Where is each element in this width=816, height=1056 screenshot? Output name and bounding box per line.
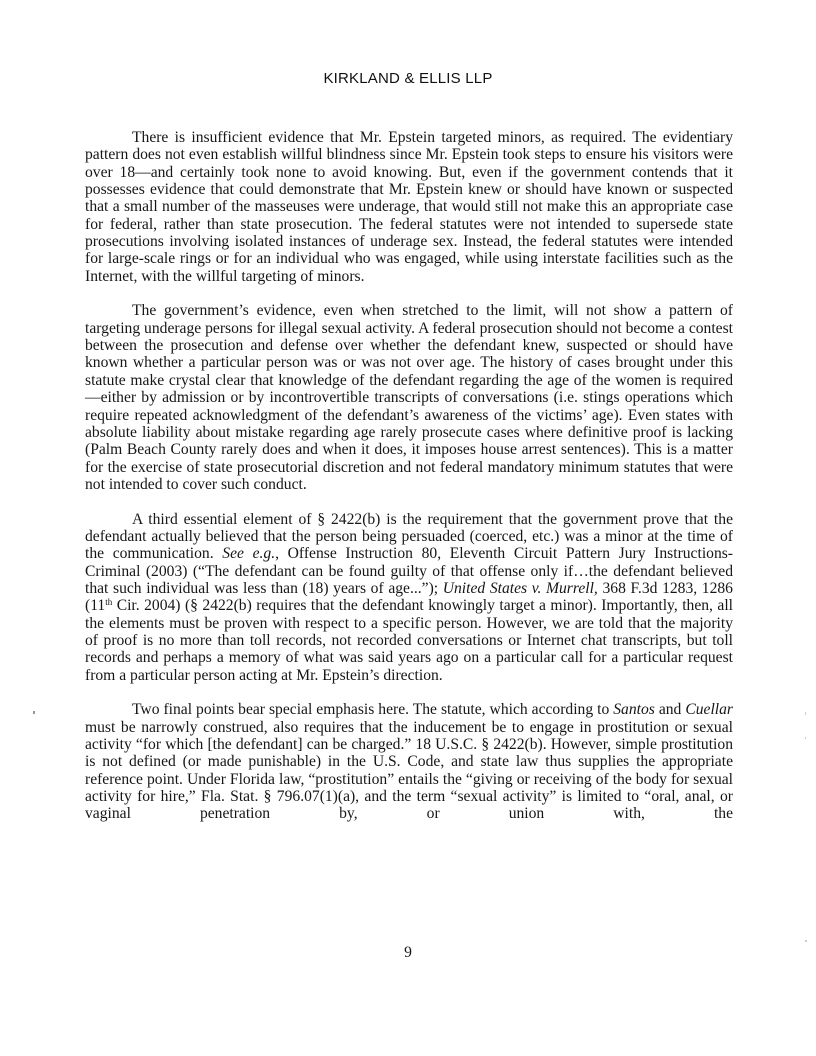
italic-citation: United States v. Murrell, [442,579,598,597]
scan-artifact [805,737,806,739]
paragraph-third-essential-element [85,511,733,684]
italic-citation: See e.g. [222,545,276,563]
paragraph-governments-evidence [85,302,733,493]
text-run: must be narrowly construed, also requires that the inducement be to engage in prostitution or sexual activity “for which [the defendant] can be charged.” 18 U.S.C. § 2422(b). However, simple prostitution is not defined (or made punishable) in the U.S. Code, and state law thus supplies the appropriate reference point. Under Florida law, “prostitution” entails the “giving or receiving of the body for sexual activity for hire,” Fla. Stat. § 796.07(1)(a), and the term “sexual activity” is limited to “oral, anal, or vaginal penetration by, or union with, the [85,718,733,823]
text-run: Two final points bear special emphasis here. The statute, which according to [132,701,614,719]
text-run: The government’s evidence, even when stretched to the limit, will not show a pattern of targeting underage persons for illegal sexual activity. A federal prosecution should not become a contest between the prosecution and defense over whether the defendant knew, suspected or should have known whether a particular person was or was not over age. The history of cases brought under this statute make crystal clear that knowledge of the defendant regarding the age of the women is required—either by admission or by incontrovertible transcripts of conversations (i.e. stings operations which require repeated acknowledgment of the defendant’s awareness of the victims’ age). Even states with absolute liability about mistake regarding age rarely prosecute cases where definitive proof is lacking (Palm Beach County rarely does and when it does, it imposes house arrest sentences). This is a matter for the exercise of state prosecutorial discretion and not federal mandatory minimum statutes that were not intended to cover such conduct. [85,302,733,493]
scan-artifact [805,712,806,715]
scan-artifact [33,711,35,714]
text-run: Cir. 2004) (§ 2422(b) requires that the defendant knowingly target a minor). Importantly, then, all the elements must be proven with respect to a specific person. However, we are told that the majority of proof is no more than toll records, not recorded conversations or Internet chat transcripts, but toll records and perhaps a memory of what was said years ago on a particular call for a particular request from a particular person acting at Mr. Epstein’s direction. [85,597,733,684]
page-number: 9 [404,944,412,961]
text-run: A third essential element of § 2422(b) is the requirement that the government prove that the defendant actually believed that the person being persuaded (coerced, etc.) was a minor at the time of the communication. [85,510,733,563]
text-run: and [654,701,686,719]
paragraph-two-final-points [85,701,733,822]
paragraph-insufficient-evidence [85,129,733,285]
italic-citation: Cuellar [685,701,733,719]
letterhead-firm-name: KIRKLAND & ELLIS LLP [323,70,493,87]
scan-artifact [805,940,807,942]
ordinal-superscript: th [105,597,113,608]
text-run: , Offense Instruction 80, Eleventh Circuit Pattern Jury Instructions-Criminal (2003) (“The defendant can be found guilty of that offense only if…the defendant believed that such individual was less than (18) years of age...”); [85,545,734,597]
document-body [85,129,733,823]
text-run: There is insufficient evidence that Mr. Epstein targeted minors, as required. The evidentiary pattern does not even establish willful blindness since Mr. Epstein took steps to ensure his visitors were over 18—and certainly took none to avoid knowing. But, even if the government contends that it possesses evidence that could demonstrate that Mr. Epstein knew or should have known or suspected that a small number of the masseuses were underage, that would still not make this an appropriate case for federal, rather than state prosecution. The federal statutes were not intended to supersede state prosecutions involving isolated instances of underage sex. Instead, the federal statutes were intended for large-scale rings or for an individual who was engaged, while using interstate facilities such as the Internet, with the willful targeting of minors. [85,129,733,285]
text-run: 368 F.3d 1283, 1286 (11 [85,579,733,615]
italic-citation: Santos [613,701,655,719]
